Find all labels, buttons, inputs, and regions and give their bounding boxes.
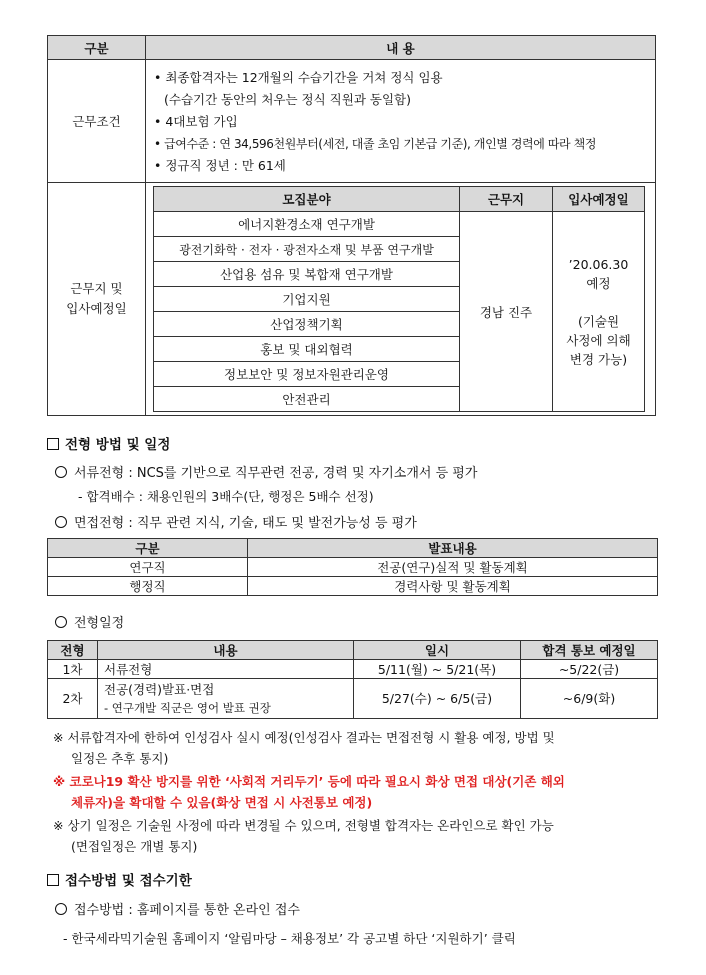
- location-cell: [146, 183, 656, 416]
- sched-content: 서류전형: [98, 660, 354, 679]
- application-method-text: 접수방법 : 홈페이지를 통한 온라인 접수: [74, 903, 300, 918]
- sched-stage: 1차: [48, 660, 98, 679]
- pres-row-category: 연구직: [48, 558, 248, 577]
- note-line: 일정은 추후 통지): [71, 751, 169, 766]
- note-line: ※ 상기 일정은 기술원 사정에 따라 변경될 수 있으며, 전형별 합격자는 온라인으로 확인 가능: [53, 818, 554, 833]
- conditions-cell: [146, 60, 656, 183]
- interview-line: [55, 512, 417, 531]
- recruit-fields-table: [153, 186, 645, 412]
- location-label-line: 입사예정일: [66, 301, 127, 316]
- sched-notice: ~6/9(화): [521, 679, 658, 719]
- inner-header-workplace: 근무지: [460, 187, 553, 212]
- pres-header-category: 구분: [48, 539, 248, 558]
- condition-line: • 4대보험 가입: [154, 114, 238, 129]
- start-date-line: 예정: [586, 275, 611, 291]
- field-row: 산업용 섬유 및 복합재 연구개발: [154, 262, 460, 287]
- presentation-table: [47, 538, 658, 596]
- note-line: (면접일정은 개별 통지): [71, 839, 198, 854]
- note-schedule-change: [53, 815, 663, 857]
- pres-row-content: 전공(연구)실적 및 활동계획: [248, 558, 658, 577]
- field-row: 안전관리: [154, 387, 460, 412]
- sched-content-sub: - 연구개발 직군은 영어 발표 권장: [104, 700, 271, 715]
- field-row: 기업지원: [154, 287, 460, 312]
- interview-text: 면접전형 : 직무 관련 지식, 기술, 태도 및 발전가능성 등 평가: [74, 516, 417, 531]
- application-section-title: [47, 869, 192, 889]
- work-conditions-table: [47, 35, 656, 416]
- start-date-line: (기술원: [577, 313, 620, 329]
- circle-bullet-icon: [55, 616, 67, 628]
- field-row: 홍보 및 대외협력: [154, 337, 460, 362]
- sched-content: [98, 679, 354, 719]
- note-line: 체류자)을 확대할 수 있음(화상 면접 시 사전통보 예정): [71, 795, 373, 810]
- doc-screening-text: 서류전형 : NCS를 기반으로 직무관련 전공, 경력 및 자기소개서 등 평가: [74, 466, 478, 481]
- note-line: ※ 코로나19 확산 방지를 위한 ‘사회적 거리두기’ 등에 따라 필요시 화상 면접 대상(기존 해외: [53, 774, 565, 789]
- sched-header-stage: 전형: [48, 641, 98, 660]
- sched-date: 5/27(수) ~ 6/5(금): [354, 679, 521, 719]
- schedule-title-text: 전형일정: [74, 616, 125, 631]
- sched-header-notice: 합격 통보 예정일: [521, 641, 658, 660]
- sched-content-line: 전공(경력)발표·면접: [104, 681, 215, 697]
- selection-section-title: [47, 433, 170, 453]
- location-label: [48, 183, 146, 416]
- schedule-title-line: [55, 612, 124, 631]
- field-row: 에너지환경소재 연구개발: [154, 212, 460, 237]
- sched-notice: ~5/22(금): [521, 660, 658, 679]
- inner-header-start-date: 입사예정일: [553, 187, 645, 212]
- col-header-category: 구분: [48, 36, 146, 60]
- workplace-cell: 경남 진주: [460, 212, 553, 412]
- sched-header-content: 내용: [98, 641, 354, 660]
- schedule-table: [47, 640, 658, 719]
- application-title-text: 접수방법 및 접수기한: [65, 873, 192, 889]
- sched-stage: 2차: [48, 679, 98, 719]
- field-row: 정보보안 및 정보자원관리운영: [154, 362, 460, 387]
- selection-title-text: 전형 방법 및 일정: [65, 437, 171, 453]
- inner-header-field: 모집분야: [154, 187, 460, 212]
- pres-row-category: 행정직: [48, 577, 248, 596]
- note-covid-video-interview: [53, 771, 663, 813]
- condition-line: (수습기간 동안의 처우는 정식 직원과 동일함): [164, 92, 411, 107]
- application-method-line: [55, 899, 300, 918]
- pres-row-content: 경력사항 및 활동계획: [248, 577, 658, 596]
- start-date-cell: [553, 212, 645, 412]
- circle-bullet-icon: [55, 466, 67, 478]
- application-method-sub: - 한국세라믹기술원 홈페이지 ‘알림마당 – 채용정보’ 각 공고별 하단 ‘지원하기’ 클릭: [63, 931, 516, 946]
- note-personality-test: [53, 727, 663, 769]
- conditions-label: 근무조건: [48, 60, 146, 183]
- condition-line: • 급여수준 : 연 34,596천원부터(세전, 대졸 초임 기본급 기준), 개인별 경력에 따라 책정: [154, 137, 597, 151]
- condition-line: • 정규직 정년 : 만 61세: [154, 158, 286, 173]
- doc-screening-line: [55, 462, 477, 481]
- doc-sub-line: - 합격배수 : 채용인원의 3배수(단, 행정은 5배수 선정): [78, 489, 374, 504]
- condition-line: • 최종합격자는 12개월의 수습기간을 거쳐 정식 임용: [154, 70, 443, 85]
- circle-bullet-icon: [55, 516, 67, 528]
- note-line: ※ 서류합격자에 한하여 인성검사 실시 예정(인성검사 결과는 면접전형 시 활용 예정, 방법 및: [53, 730, 555, 745]
- sched-date: 5/11(월) ~ 5/21(목): [354, 660, 521, 679]
- start-date-spacer: [553, 293, 644, 312]
- col-header-content: 내 용: [146, 36, 656, 60]
- location-label-line: 근무지 및: [70, 281, 123, 296]
- checkbox-square-icon: [47, 438, 59, 450]
- start-date-line: 사정에 의해: [566, 332, 631, 348]
- checkbox-square-icon: [47, 874, 59, 886]
- sched-header-date: 일시: [354, 641, 521, 660]
- pres-header-content: 발표내용: [248, 539, 658, 558]
- start-date-line: ’20.06.30: [568, 256, 629, 272]
- field-row: 광전기화학 · 전자 · 광전자소재 및 부품 연구개발: [154, 237, 460, 262]
- circle-bullet-icon: [55, 903, 67, 915]
- start-date-line: 변경 가능): [569, 351, 628, 367]
- field-row: 산업정책기획: [154, 312, 460, 337]
